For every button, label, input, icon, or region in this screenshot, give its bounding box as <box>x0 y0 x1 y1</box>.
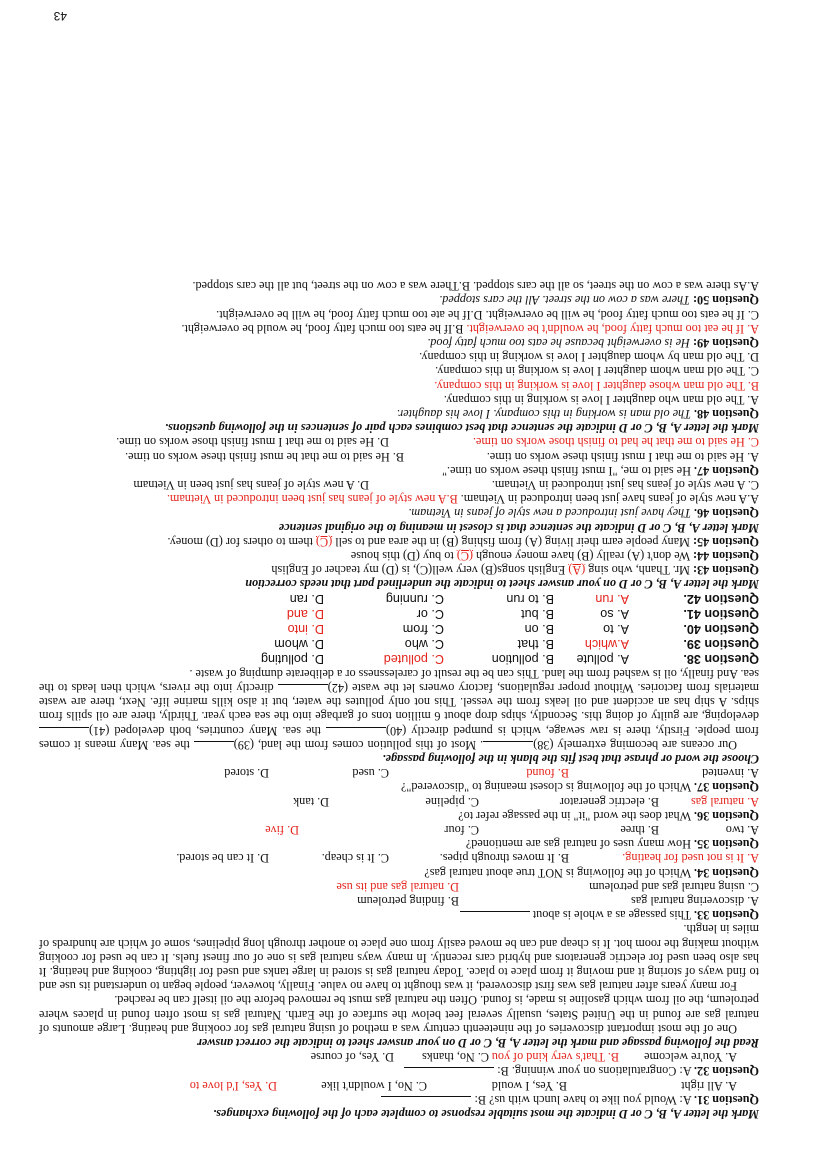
error-marker: (A) <box>568 563 586 578</box>
option-c: C. who <box>404 637 444 652</box>
answer-blank <box>381 1096 471 1107</box>
question-47-option-line <box>39 449 759 463</box>
question-39-row <box>39 637 759 652</box>
question-text: A: Congratulations on your winning. B: <box>494 1064 694 1079</box>
question-label: Question 36. <box>693 808 759 823</box>
question-text: They have just introduced a new style of jeans in Vietnam. <box>408 506 694 521</box>
question-text: This passage as a whole is about <box>529 908 694 923</box>
question-34 <box>39 865 759 879</box>
option-d: D. and <box>286 607 324 622</box>
option-b: B. pollution <box>491 652 554 667</box>
option-c: C. running <box>385 592 444 607</box>
option-a: A.which <box>584 637 629 652</box>
passage-paragraph: One of the most important discoveries of the nineteenth century was a method of using natural gas for cooking and heating. Large amounts of natural gas are found in the United States, usually several feet below the surface of the Earth. Natural gas is most often found in places where petroleum, the oil from which gasoline is made, is found. Often the natural gas must be removed before the oil itself can be reached. <box>39 993 759 1036</box>
question-38-row <box>39 652 759 667</box>
option-a: A. natural gas <box>690 794 759 809</box>
option-a: A. He said to me that I must finish these works on time. <box>486 449 759 464</box>
question-45 <box>39 535 759 549</box>
option-b: B.If he eats too much fatty food, he would be overweight. <box>181 321 467 336</box>
option-c: C. using natural gas and petroleum <box>589 879 759 894</box>
option-b: B. to run <box>506 592 554 607</box>
question-text: The old man is working in this company. I love his daughter. <box>396 407 694 422</box>
option-d: D. Yes, I'd love to <box>189 1078 277 1093</box>
option-c: C. or <box>416 607 444 622</box>
cloze-text: developing, are guilty of doing this. Secondly, ships drop about 6 million tons of garbage into the sea each year. Thirdly, there are oil spills from ships. A ship has an accident and oil leaks from the vessel. This not only pollutes the water, but it also kills marine life. Next, there are waste materials from factories. Without proper regulations, factory owners let the waste (42) <box>39 680 759 724</box>
question-46-option-line-2 <box>39 478 759 492</box>
option-b: B. found <box>526 766 569 781</box>
option-b: B. Yes, I would <box>491 1078 567 1093</box>
section-instruction: Mark the letter A, B, C or D indicate the most suitable response to complete each of the following exchanges. <box>213 1107 759 1121</box>
question-37 <box>39 780 759 794</box>
question-47 <box>39 464 759 478</box>
section-instruction: Mark the letter A, B, C or D indicate the sentence that best combines each pair of sentences in the following questions. <box>164 421 759 436</box>
question-text: Mr. Thanh, who sing <box>585 563 693 578</box>
option-b: B. It moves through pipes. <box>439 851 569 866</box>
option-b: B.A new style of jeans has just been introduced in Vietnam. <box>166 492 458 507</box>
question-40-row <box>39 622 759 637</box>
option-c: C. from <box>402 622 444 637</box>
question-36 <box>39 809 759 823</box>
question-label: Question 50: <box>692 293 759 308</box>
option-c: C. He said to me that he had to finish those works on time. <box>472 435 759 450</box>
option-d: D. stored <box>224 766 269 781</box>
cloze-text: the sea. Many means it comes from people. Firstly, there is raw sewage, which is pumped directly (40) <box>39 723 759 752</box>
question-text: Which of the following is closest meaning to "discovered"? <box>400 780 694 795</box>
question-text: He is overweight because he eats too much fatty food. <box>427 336 693 351</box>
option-b: B. He said to me that he must finish these works on time. <box>125 449 404 464</box>
option-d: D. It can be stored. <box>176 851 269 866</box>
question-label: Question 38. <box>683 652 759 667</box>
option-d: D. The old man by whom daughter I love is working in this company. <box>419 350 759 365</box>
section-instruction: Choose the word or phrase that best fits the blank in the following passage. <box>382 751 759 766</box>
question-label: Question 46. <box>693 506 759 521</box>
question-46 <box>39 506 759 520</box>
option-a: A. two <box>725 822 759 837</box>
option-c: C. The old man whom daughter I love is working in this company. <box>435 364 759 379</box>
option-d: D. whom <box>274 637 324 652</box>
question-label: Question 32. <box>693 1064 759 1079</box>
section-instruction: Read the following passage and mark the letter A, B, C or D on your answer sheet to indicate the correct answer <box>197 1035 759 1050</box>
question-31-options <box>39 1078 759 1092</box>
question-label: Question 43: <box>692 563 759 578</box>
question-33-options-2 <box>39 880 759 894</box>
question-label: Question 42. <box>683 592 759 607</box>
question-label: Question 40. <box>683 622 759 637</box>
question-33-options <box>39 894 759 908</box>
cloze-blank <box>326 727 386 738</box>
question-label: Question 41. <box>683 607 759 622</box>
option-c: C. pipeline <box>425 794 479 809</box>
error-marker: (C) <box>456 549 473 564</box>
option-a: A. invented <box>702 766 759 781</box>
question-label: Question 48. <box>693 407 759 422</box>
option-d: D. He said to me that I must finish those works on time. <box>116 435 389 450</box>
cloze-blank <box>39 727 89 738</box>
question-label: Question 44: <box>692 549 759 564</box>
question-37-options <box>39 766 759 780</box>
cloze-text: directly into the rivers, which then leads to the sea. And finally, oil is washed from the land. This can be the result of carelessness or a deliberate dumping of waste . <box>38 666 759 695</box>
option-c: C. No, I wouldn't like <box>321 1078 427 1093</box>
question-49-option-line-2: C. If he eats too much fatty food, he will be overweight. D.If he ate too much fatty food, he will be overweight. <box>216 307 759 322</box>
question-47-option-line-2 <box>39 435 759 449</box>
option-a: A. so <box>600 607 629 622</box>
question-label: Question 33. <box>693 908 759 923</box>
question-43 <box>39 563 759 577</box>
option-d: D. Yes, of course <box>310 1050 394 1065</box>
option-b: B. That's very kind of you <box>491 1050 619 1065</box>
option-d: D. polluting <box>260 652 324 667</box>
option-b: B. three <box>620 822 659 837</box>
question-text: Many people earn their living (A) from fishing (B) in the area and to sell <box>332 534 693 549</box>
option-b: B. The old man whose daughter I love is working in this company. <box>434 378 759 393</box>
page-number: 43 <box>53 9 67 23</box>
option-d: D. five <box>265 822 299 837</box>
option-d: D. into <box>287 622 324 637</box>
answer-blank <box>460 911 530 922</box>
question-text: There was a cow on the street. All the cars stopped. <box>439 293 693 308</box>
question-text: to buy (D) this house <box>350 549 457 564</box>
question-48 <box>39 407 759 421</box>
question-label: Question 49: <box>692 336 759 351</box>
section-instruction: Mark letter A, B, C or D indicate the sentence that is closest in meaning to the original sentence <box>278 520 759 535</box>
question-32-options <box>39 1050 759 1064</box>
cloze-text: . Most of this pollution comes from the land, (39) <box>233 737 484 752</box>
option-b: B. on <box>524 622 554 637</box>
option-d: D. natural gas and its use <box>336 879 459 894</box>
option-b: B. but <box>521 607 554 622</box>
question-34-options <box>39 851 759 865</box>
question-label: Question 47. <box>693 463 759 478</box>
section-instruction: Mark the letter A, B, C or D on your answer sheet to indicate the underlined part that needs correction <box>245 577 759 592</box>
option-b: B. electric generator <box>559 794 659 809</box>
cloze-blank <box>483 741 533 752</box>
answer-blank <box>404 1067 494 1078</box>
question-label: Question 31. <box>693 1092 759 1107</box>
question-label: Question 35. <box>693 837 759 852</box>
option-a: A. It is not used for heating. <box>622 851 759 866</box>
option-c: C. A new style of jeans has just introduced in Vietnam. <box>491 478 759 493</box>
option-a: A. The old man who daughter I love is working in this company. <box>443 392 759 407</box>
option-a: A. All right <box>681 1078 737 1093</box>
question-49-option-line <box>39 322 759 336</box>
question-50 <box>39 293 759 307</box>
question-50-option-line: A.As there was a cow on the street, so all the cars stopped. B.There was a cow on the street, but all the cars stopped. <box>192 279 759 294</box>
option-d: D. tank <box>293 794 329 809</box>
question-text: What does the word "it" in the passage refer to? <box>458 808 694 823</box>
option-c: C. polluted <box>383 652 444 667</box>
question-label: Question 45: <box>692 534 759 549</box>
option-b: B. that <box>517 637 554 652</box>
question-text: He said to me, "I must finish these works on time." <box>442 463 694 478</box>
cloze-passage <box>39 667 759 752</box>
error-marker: (C) <box>315 534 333 549</box>
document-content <box>39 279 759 1121</box>
question-text: English songs(B) very well(C), is (D) my teacher of English <box>271 563 569 578</box>
question-31 <box>39 1093 759 1107</box>
question-text: How many uses of natural gas are mentioned? <box>465 837 694 852</box>
question-32 <box>39 1064 759 1078</box>
question-text: We don't (A) really (B) have money enough <box>473 549 693 564</box>
question-text: A: Would you like to have lunch with us? B: <box>471 1092 694 1107</box>
option-c: C. used <box>352 766 389 781</box>
passage-paragraph: For many years after natural gas was first discovered, it was thought to have no value. Finally, however, people began to understand its use and to find ways of storing it and moving it from place to place. Today natural gas is stored in large tanks and used for lighting, cooking and heating. It has also been used for electric generators and hybrid cars recently. In many ways natural gas is one of our finest fuels. It can be used for cooking without making the room hot. It is cheap and can be moved easily from one place to another through long pipelines, some of which are hundreds of miles in length. <box>39 922 759 994</box>
option-b: B. finding petroleum <box>357 893 459 908</box>
question-44 <box>39 549 759 563</box>
question-35 <box>39 837 759 851</box>
option-a: A. discovering natural gas <box>631 893 759 908</box>
option-a: A. pollute <box>576 652 629 667</box>
option-a: A. You're welcome <box>644 1050 737 1065</box>
question-label: Question 34. <box>693 865 759 880</box>
cloze-text: the sea. Many countries, both developed (41) <box>89 723 326 738</box>
question-41-row <box>39 607 759 622</box>
option-d: D. ran <box>289 592 324 607</box>
question-text: them to others for (D) money. <box>167 534 316 549</box>
question-label: Question 39. <box>683 637 759 652</box>
cloze-blank <box>278 684 328 695</box>
option-c: C. four <box>444 822 479 837</box>
question-33 <box>39 908 759 922</box>
option-a: A.A new style of jeans have just been introduced in Vietnam. <box>457 492 759 507</box>
question-42-row <box>39 592 759 607</box>
option-a: A. run <box>595 592 629 607</box>
option-c: C. No, thanks <box>421 1050 489 1065</box>
option-d: D. A new style of jeans has just been in Vietnam <box>133 478 369 493</box>
option-a: A. If he eat too much fatty food, he wouldn't be overweight. <box>466 321 759 336</box>
cloze-blank <box>194 741 234 752</box>
cloze-text: Our oceans are becoming extremely (38) <box>533 737 737 752</box>
question-text: Which of the following is NOT true about natural gas? <box>424 865 694 880</box>
question-49 <box>39 336 759 350</box>
option-a: A. to <box>603 622 629 637</box>
question-35-options <box>39 823 759 837</box>
question-36-options <box>39 794 759 808</box>
option-c: C. It is cheap. <box>321 851 389 866</box>
question-label: Question 37. <box>693 780 759 795</box>
question-46-option-line <box>39 492 759 506</box>
